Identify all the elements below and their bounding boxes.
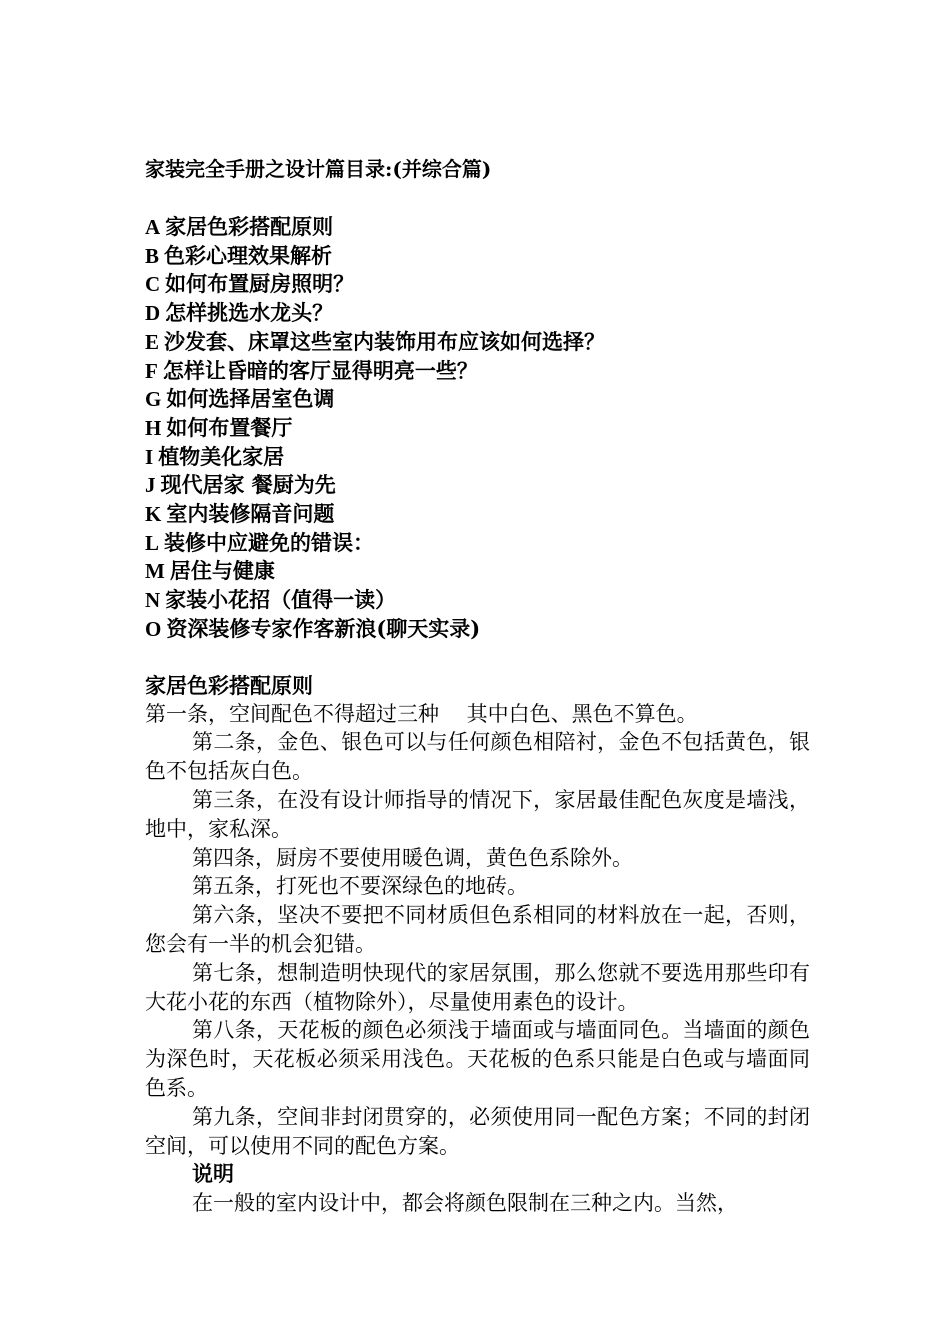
toc-letter: A xyxy=(145,215,161,239)
toc-text: 色彩心理效果解析 xyxy=(164,242,333,268)
toc-text: 如何选择居室色调 xyxy=(166,386,335,412)
table-of-contents xyxy=(145,213,810,644)
toc-letter: J xyxy=(145,473,156,498)
toc-text: 怎样让昏暗的客厅显得明亮一些？ xyxy=(162,357,478,383)
rule-paragraph: 第一条，空间配色不得超过三种 其中白色、黑色不算色。 xyxy=(145,701,698,726)
document-page xyxy=(145,155,810,1218)
rule-paragraph: 第七条，想制造明快现代的家居氛围，那么您就不要选用那些印有大花小花的东西（植物除外），尽量使用素色的设计。 xyxy=(145,960,810,1014)
toc-text: 家装小花招（值得一读） xyxy=(165,587,397,613)
toc-letter: H xyxy=(145,415,162,440)
toc-item xyxy=(145,500,810,529)
rule-paragraph: 第五条，打死也不要深绿色的地砖。 xyxy=(192,874,528,899)
toc-text: 室内装修隔音问题 xyxy=(166,501,335,527)
toc-letter: L xyxy=(145,530,160,555)
rule-paragraph: 第三条，在没有设计师指导的情况下，家居最佳配色灰度是墙浅，地中，家私深。 xyxy=(145,787,810,841)
toc-item xyxy=(145,299,810,328)
toc-item xyxy=(145,213,810,242)
toc-text: 居住与健康 xyxy=(169,558,275,584)
toc-item xyxy=(145,328,810,357)
toc-text: 资深装修专家作客新浪(聊天实录) xyxy=(166,615,481,641)
toc-letter: B xyxy=(145,243,160,268)
toc-text: 怎样挑选水龙头？ xyxy=(165,300,334,326)
toc-text: 沙发套、床罩这些室内装饰用布应该如何选择？ xyxy=(164,328,606,354)
toc-item xyxy=(145,270,810,299)
toc-item xyxy=(145,615,810,644)
note-label: 说明 xyxy=(192,1161,234,1187)
toc-letter: C xyxy=(145,272,161,297)
toc-text: 装修中应避免的错误： xyxy=(164,529,375,555)
rule-paragraph: 第九条，空间非封闭贯穿的，必须使用同一配色方案；不同的封闭空间，可以使用不同的配色方案。 xyxy=(145,1104,810,1158)
toc-letter: E xyxy=(145,329,160,354)
toc-letter: D xyxy=(145,301,161,326)
toc-letter: O xyxy=(145,616,162,641)
toc-item xyxy=(145,471,810,500)
toc-letter: M xyxy=(145,559,165,584)
rule-paragraph: 第六条，坚决不要把不同材质但色系相同的材料放在一起，否则，您会有一半的机会犯错。 xyxy=(145,903,810,956)
toc-item xyxy=(145,385,810,414)
toc-text: 如何布置餐厅 xyxy=(166,414,293,440)
toc-letter: N xyxy=(145,588,161,613)
toc-item xyxy=(145,357,810,386)
rule-paragraph: 第八条，天花板的颜色必须浅于墙面或与墙面同色。当墙面的颜色为深色时，天花板必须采用浅色。天花板的色系只能是白色或与墙面同色系。 xyxy=(145,1018,810,1100)
section-heading: 家居色彩搭配原则 xyxy=(145,672,313,698)
toc-item xyxy=(145,414,810,443)
toc-text: 如何布置厨房照明？ xyxy=(165,271,355,297)
toc-item xyxy=(145,557,810,586)
toc-item xyxy=(145,443,810,472)
toc-text: 现代居家 餐厨为先 xyxy=(160,472,336,498)
toc-letter: G xyxy=(145,387,162,412)
toc-letter: F xyxy=(145,358,158,383)
note-paragraph: 在一般的室内设计中，都会将颜色限制在三种之内。当然， xyxy=(192,1191,738,1216)
toc-text: 家居色彩搭配原则 xyxy=(165,214,334,239)
rule-paragraph: 第二条，金色、银色可以与任何颜色相陪衬，金色不包括黄色，银色不包括灰白色。 xyxy=(145,730,810,784)
toc-item xyxy=(145,586,810,615)
toc-letter: I xyxy=(145,444,154,469)
toc-item xyxy=(145,242,810,271)
toc-text: 植物美化家居 xyxy=(158,443,285,469)
toc-item xyxy=(145,529,810,558)
document-title: 家装完全手册之设计篇目录:(并综合篇) xyxy=(145,157,492,181)
toc-letter: K xyxy=(145,502,162,527)
rule-paragraph: 第四条，厨房不要使用暖色调，黄色色系除外。 xyxy=(192,845,633,870)
